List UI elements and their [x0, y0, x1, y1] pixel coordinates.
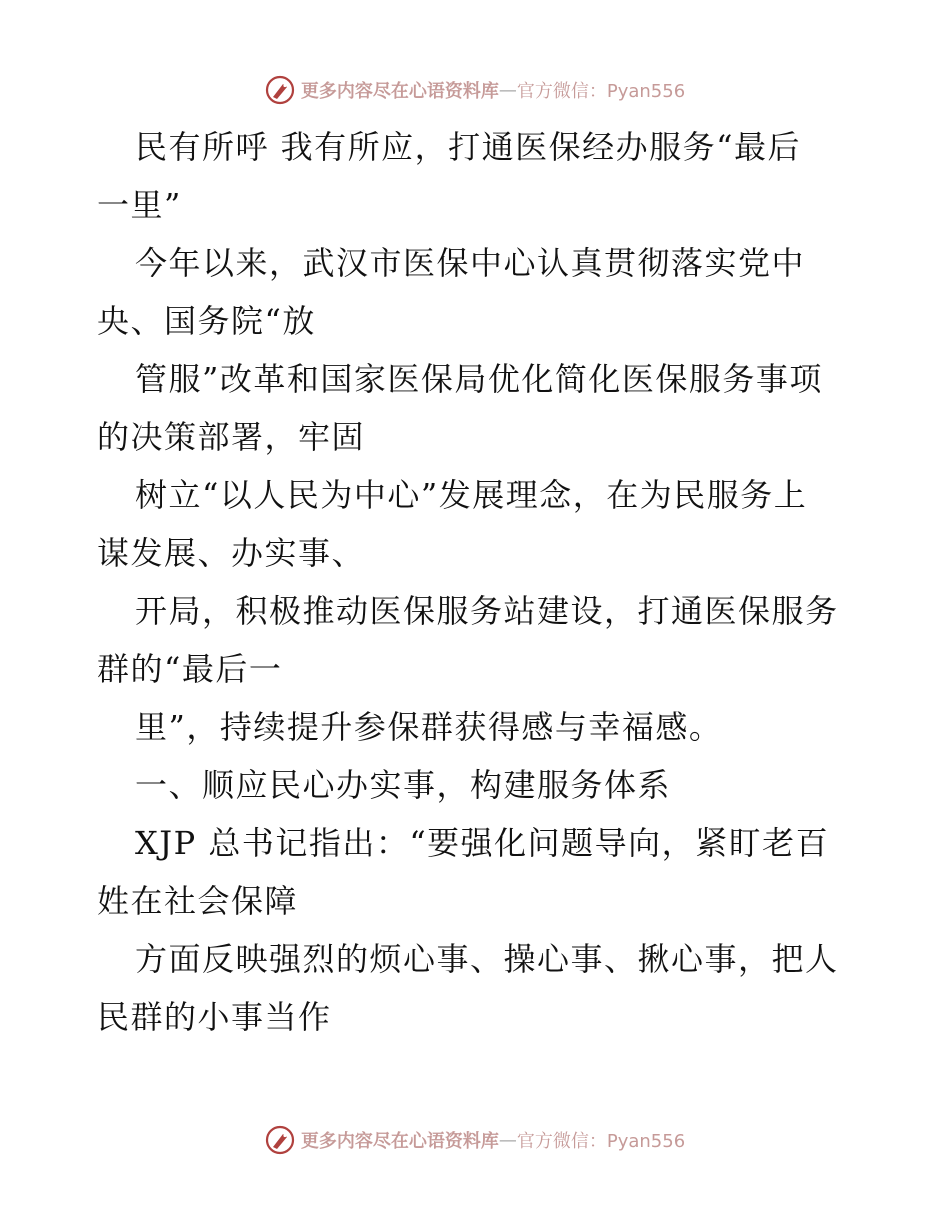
pen-nib-circle-icon [265, 75, 295, 105]
text-line: 管服”改革和国家医保局优化简化医保服务事项 [135, 360, 823, 398]
text-line: 里”，持续提升参保群获得感与幸福感。 [135, 708, 723, 746]
watermark-wechat: 官方微信：Pyan556 [516, 1131, 686, 1152]
watermark-wechat: 官方微信：Pyan556 [516, 81, 686, 102]
text-line: 央、国务院“放 [97, 302, 316, 340]
watermark-text: 更多内容尽在心语资料库 [300, 81, 499, 102]
text-line: 一里” [97, 186, 182, 224]
watermark-separator: — [498, 1129, 517, 1151]
watermark-separator: — [498, 79, 517, 101]
text-line: 树立“以人民为中心”发展理念，在为民服务上 [135, 476, 808, 514]
text-line: 民群的小事当作 [97, 998, 332, 1036]
text-line: 姓在社会保障 [97, 882, 299, 920]
document-body [97, 118, 857, 1046]
text-line: 谋发展、办实事、 [97, 534, 366, 572]
text-line: 的决策部署，牢固 [97, 418, 366, 456]
section-heading: 一、顺应民心办实事，构建服务体系 [135, 766, 672, 804]
watermark-text: 更多内容尽在心语资料库 [300, 1131, 499, 1152]
footer-watermark-banner [0, 1120, 950, 1160]
pen-nib-circle-icon [265, 1125, 295, 1155]
header-watermark-banner [0, 70, 950, 110]
text-line: 开局，积极推动医保服务站建设，打通医保服务 [135, 592, 839, 630]
text-line: 今年以来，武汉市医保中心认真贯彻落实党中 [135, 244, 806, 282]
text-line: 民有所呼 我有所应，打通医保经办服务“最后 [135, 128, 802, 166]
text-line: 方面反映强烈的烦心事、操心事、揪心事，把人 [135, 940, 839, 978]
text-line: 群的“最后一 [97, 650, 283, 688]
text-line: XJP 总书记指出：“要强化问题导向，紧盯老百 [135, 824, 830, 862]
